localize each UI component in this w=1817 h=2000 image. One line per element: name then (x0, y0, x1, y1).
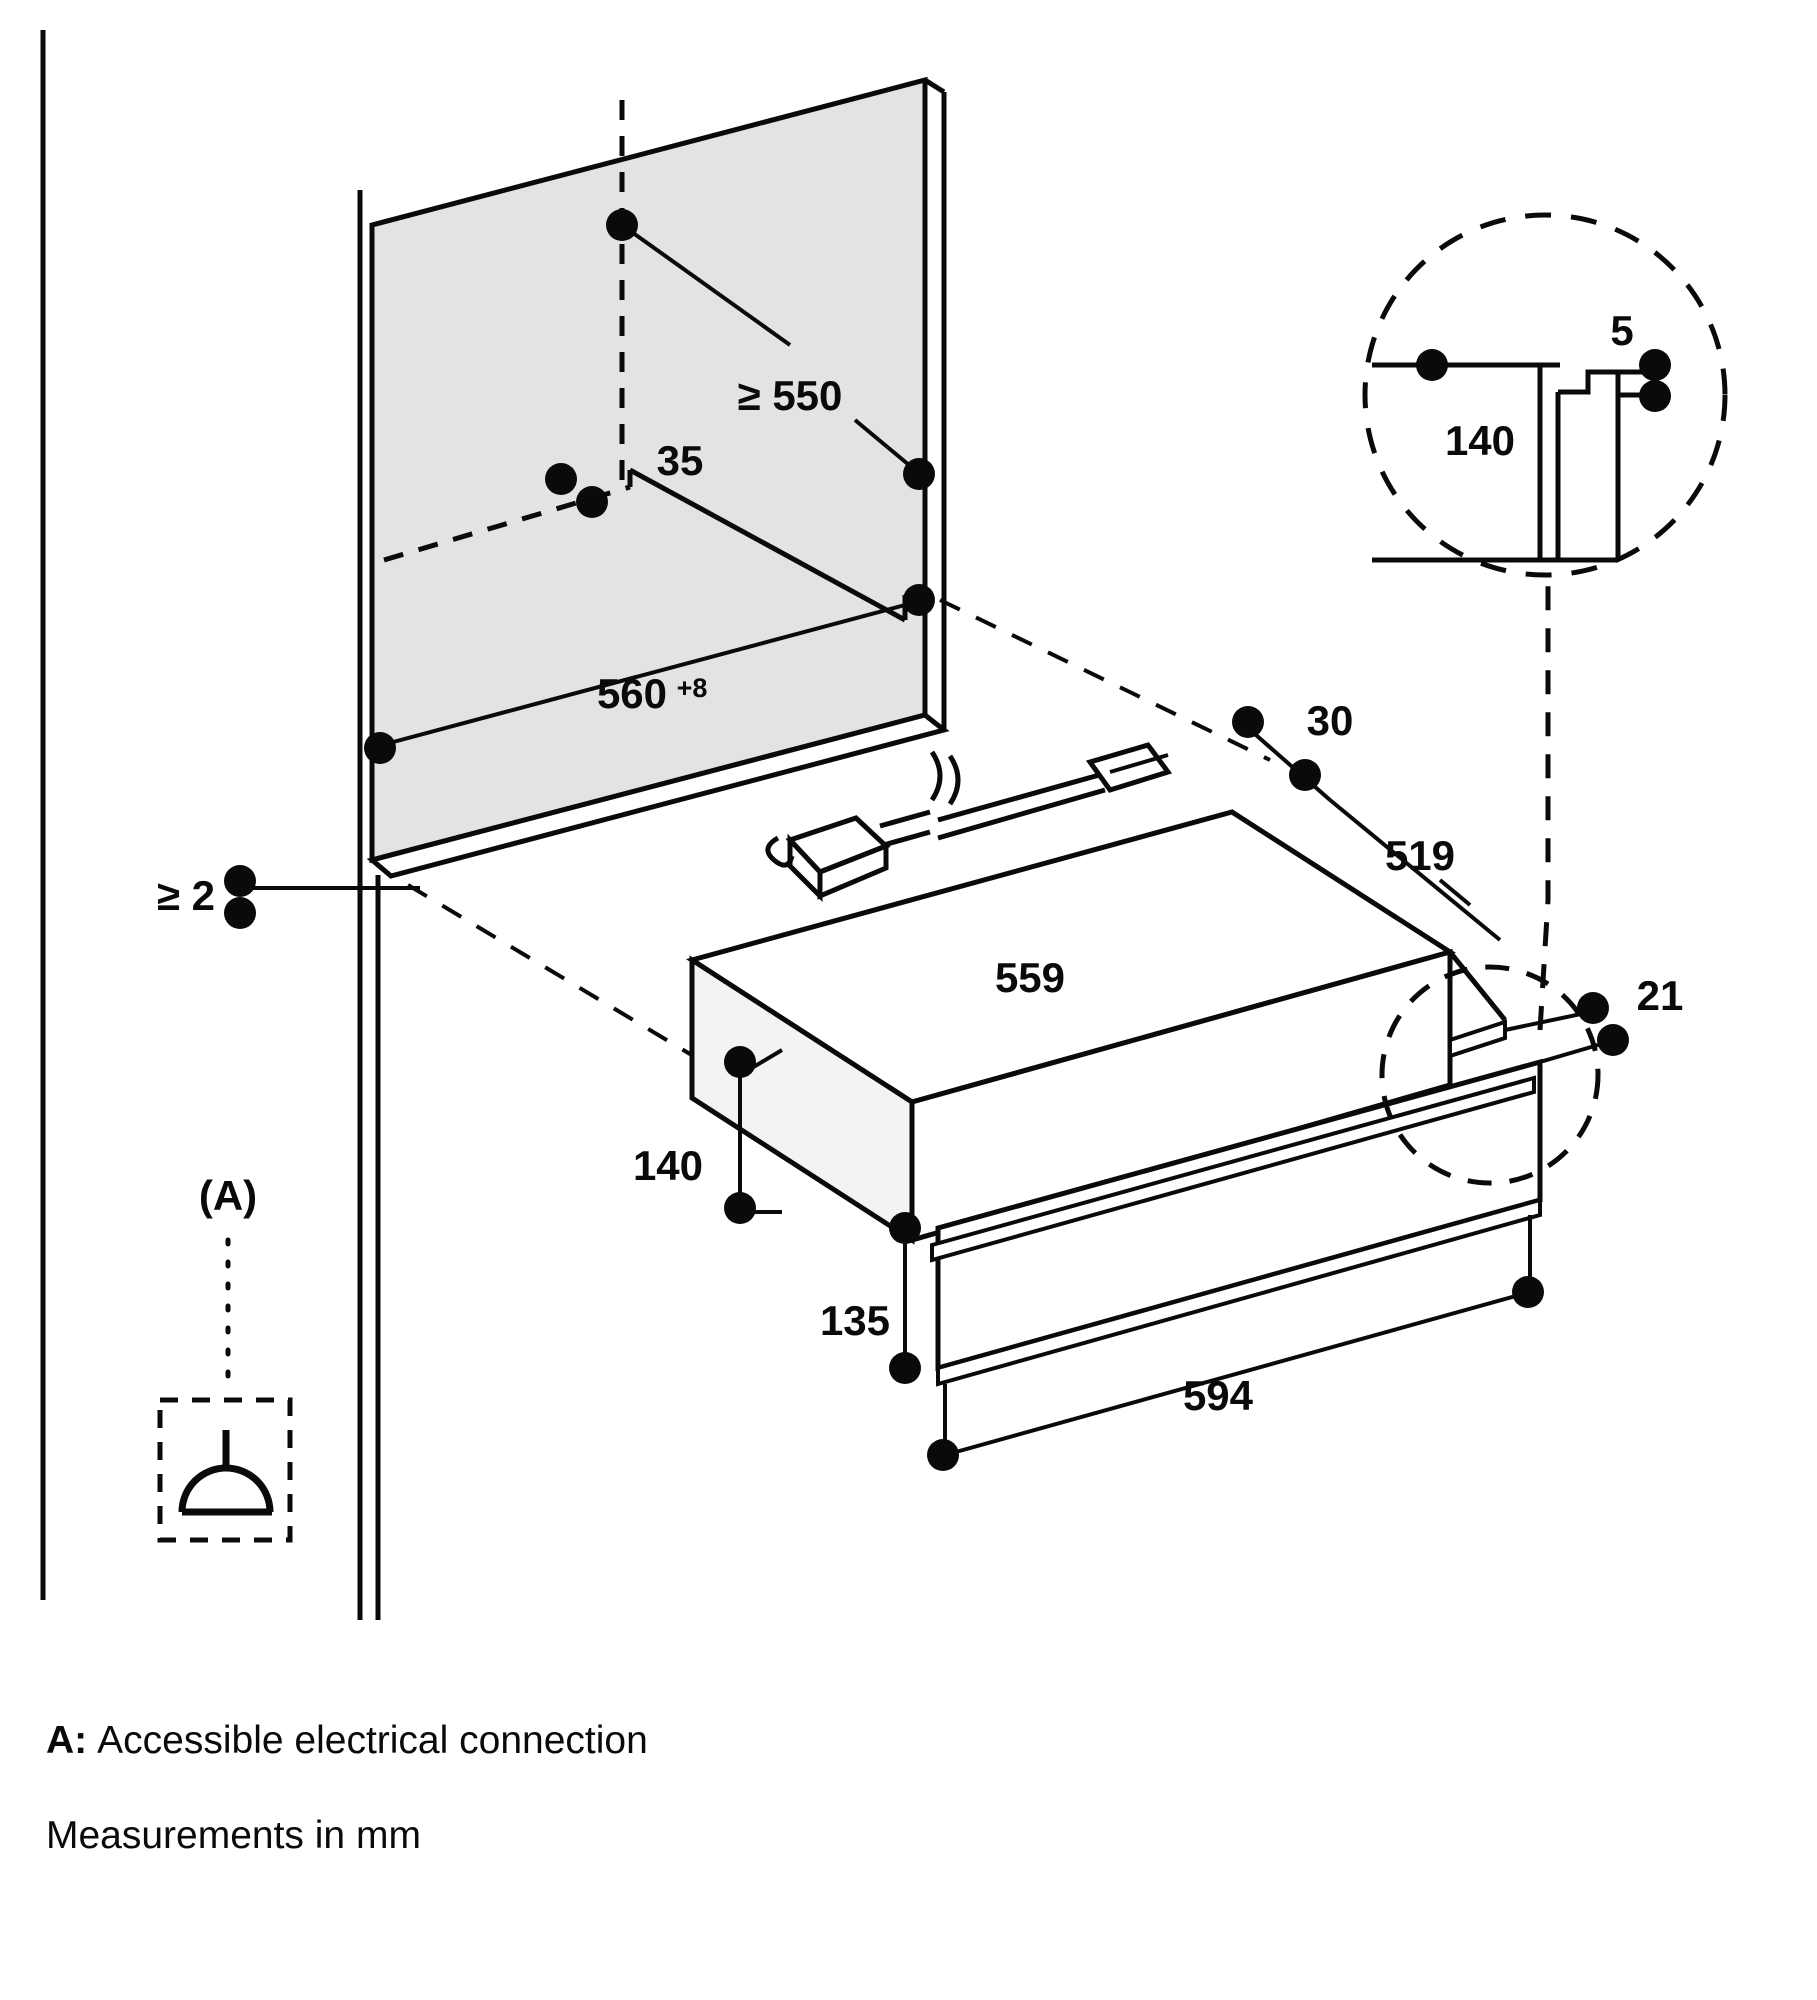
dim-detail-height: 140 (1444, 417, 1516, 464)
detail-enlargement (1365, 215, 1725, 575)
legend-row-units (46, 1815, 1246, 1858)
legend-key-a: A: (46, 1719, 88, 1762)
dim-appliance-height: 140 (632, 1142, 704, 1189)
dim-front-overhang: 21 (1636, 972, 1684, 1019)
units-note: Measurements in mm (46, 1813, 421, 1857)
socket-callout (160, 1240, 290, 1540)
dim-niche-offset: 35 (656, 437, 704, 484)
dim-appliance-top-width: 559 (994, 954, 1066, 1001)
dim-front-width: 594 (1182, 1372, 1254, 1419)
legend-row-a (46, 1720, 1246, 1763)
dim-top-rear-offset: 30 (1306, 697, 1354, 744)
dim-appliance-depth: 519 (1384, 832, 1456, 879)
label-socket-callout: (A) (198, 1172, 258, 1219)
dim-front-height: 135 (819, 1297, 891, 1344)
dim-niche-width: 560 (596, 670, 668, 717)
legend-block (46, 1720, 1246, 1910)
dim-niche-depth-min: ≥ 550 (737, 372, 843, 419)
wall-lines (43, 30, 378, 1620)
detail-leader-line (1540, 575, 1548, 1030)
dim-detail-trim: 5 (1610, 307, 1634, 354)
legend-text-a: Accessible electrical connection (97, 1719, 648, 1762)
dim-wall-gap-min: ≥ 2 (156, 872, 216, 919)
dim-niche-width-tolerance: +8 (676, 673, 708, 703)
